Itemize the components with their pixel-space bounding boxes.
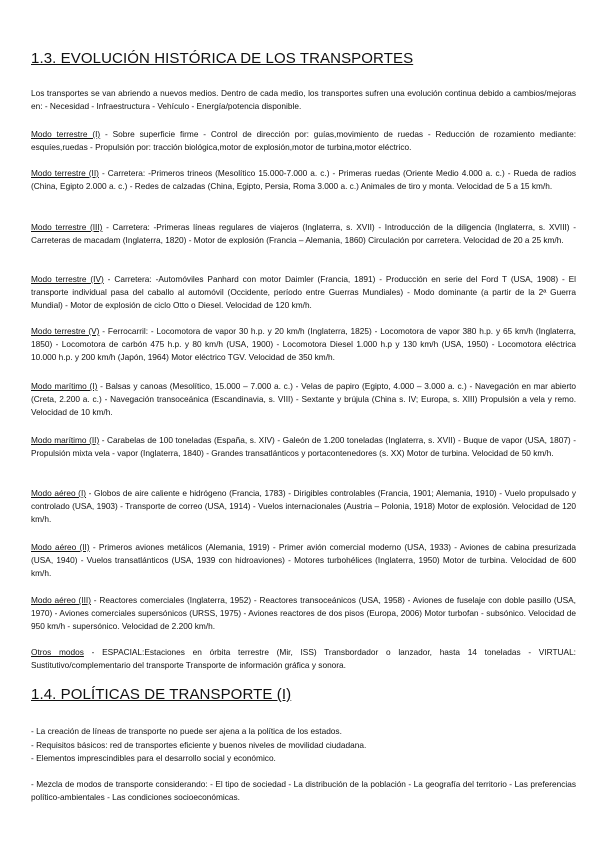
- mode-label: Otros modos: [31, 647, 84, 657]
- mode-label: Modo aéreo (III): [31, 595, 91, 605]
- mode-label: Modo terrestre (I): [31, 129, 101, 139]
- mode-paragraph: [31, 594, 576, 633]
- mode-text: - Balsas y canoas (Mesolítico, 15.000 – 7.000 a. c.) - Velas de papiro (Egipto, 4.000 – 3.000 a. c.) - Navegación en mar abierto (Creta, 2.200 a. c.) - Navegación transoceánica (Escandinavia, s. VIII) - Sextante y brújula (China s. IV; Europa, s. XIII) Propulsión a vela y remo. Velocidad de 10 km/h.: [31, 381, 576, 417]
- mode-paragraph: [31, 434, 576, 460]
- mode-paragraph: [31, 167, 576, 193]
- mode-text: - Reactores comerciales (Inglaterra, 1952) - Reactores transoceánicos (USA, 1958) - Aviones de fuselaje con doble pasillo (USA, 1970) - Aviones comerciales supersónicos (URSS, 1975) - Aviones reactores de dos pisos (Europa, 2006) Motor turbofan - subsónico. Velocidad de 950 km/h - supersónico. Velocidad de 2.200 km/h.: [31, 595, 576, 631]
- mode-text: - Ferrocarril: - Locomotora de vapor 30 h.p. y 20 km/h (Inglaterra, 1825) - Locomotora de vapor 380 h.p. y 65 km/h (Inglaterra, 1850) - Locomotora de carbón 475 h.p. y 80 km/h (USA, 1900) - Locomotora Diesel 1.000 h.p y 130 km/h (USA, 1950) - Locomotora eléctrica 10.000 h.p. y 200 km/h (Japón, 1964) Motor eléctrico TGV. Velocidad de 350 km/h.: [31, 326, 576, 362]
- mode-text: - Carretera: -Automóviles Panhard con motor Daimler (Francia, 1891) - Producción en serie del Ford T (USA, 1908) - El transporte individual pasa del caballo al automóvil (Occidente, período entre Guerras Mundiales) - Modo dominante (a partir de la 2ª Guerra Mundial) - Motor de explosión de ciclo Otto o Diesel. Velocidad de 120 km/h.: [31, 274, 577, 310]
- mode-label: Modo marítimo (II): [31, 435, 100, 445]
- list-item: - Requisitos básicos: red de transportes eficiente y buenos niveles de movilidad ciudadana.: [31, 739, 367, 750]
- mode-text: - ESPACIAL:Estaciones en órbita terrestre (Mir, ISS) Transbordador o lanzador, hasta 14 toneladas - VIRTUAL: Sustitutivo/complementario del transporte Transporte de información gráfica y sonora.: [31, 647, 576, 670]
- list-item: - Elementos imprescindibles para el desarrollo social y económico.: [31, 753, 276, 763]
- mode-paragraph: [31, 487, 576, 526]
- mode-label: Modo aéreo (I): [31, 488, 87, 498]
- intro-paragraph: Los transportes se van abriendo a nuevos medios. Dentro de cada medio, los transportes sufren una evolución continua debido a cambios/mejoras en: - Necesidad - Infraestructura - Vehículo - Energía/potencia disponible.: [31, 88, 576, 111]
- mode-label: Modo aéreo (II): [31, 542, 90, 552]
- section-title-politicas: 1.4. POLÍTICAS DE TRANSPORTE (I): [31, 686, 292, 703]
- mode-text: - Carabelas de 100 toneladas (España, s. XIV) - Galeón de 1.200 toneladas (Inglaterra, s. XVII) - Buque de vapor (USA, 1807) - Propulsión mixta vela - vapor (Inglaterra, 1840) - Grandes transatlánticos y portacontenedores (s. XX) Motor de turbina. Velocidad de 50 km/h.: [31, 435, 576, 458]
- mode-text: - Carretera: -Primeros trineos (Mesolítico 15.000-7.000 a. c.) - Primeras ruedas (Oriente Medio 4.000 a. c.) - Rueda de radios (China, Egipto 2.000 a. c.) - Redes de calzadas (China, Egipto, Persia, Roma 3.000 a. c.) Animales de tiro y monta. Velocidad de 5 a 15 km/h.: [31, 168, 576, 191]
- mode-paragraph: [31, 325, 576, 364]
- bullet-list: [31, 725, 576, 766]
- mode-label: Modo terrestre (II): [31, 168, 99, 178]
- mode-text: - Carretera: -Primeras líneas regulares de viajeros (Inglaterra, s. XVII) - Introducción de la diligencia (Inglaterra, s. XVIII) - Carreteras de macadam (Inglaterra, 1820) - Motor de explosión (Francia – Alemania, 1860) Circulación por carretera. Velocidad de 20 a 25 km/h.: [31, 222, 576, 245]
- mode-text: - Sobre superficie firme - Control de dirección por: guías,movimiento de ruedas - Reducción de rozamiento mediante: esquíes,ruedas - Propulsión por: tracción biológica,motor de explosión,motor de turbina,motor eléctrico.: [31, 129, 576, 152]
- mode-text: - Globos de aire caliente e hidrógeno (Francia, 1783) - Dirigibles controlables (Francia, 1901; Alemania, 1910) - Vuelo propulsado y controlado (USA, 1903) - Transporte de correo (USA, 1914) - Vuelos internacionales (Austria – Polonia, 1918) Motor de explosión. Velocidad de 120 km/h.: [31, 488, 576, 524]
- mode-label: Modo marítimo (I): [31, 381, 98, 391]
- mode-label: Modo terrestre (V): [31, 326, 100, 336]
- mode-label: Modo terrestre (IV): [31, 274, 104, 284]
- section-title-evolucion: 1.3. EVOLUCIÓN HISTÓRICA DE LOS TRANSPORTES: [31, 50, 414, 67]
- mode-label: Modo terrestre (III): [31, 222, 103, 232]
- mode-paragraph: [31, 128, 576, 154]
- mode-paragraph: [31, 380, 576, 419]
- mix-paragraph: - Mezcla de modos de transporte considerando: - El tipo de sociedad - La distribución de la población - La geografía del territorio - Las preferencias político-ambientales - Las condiciones socioeconómicas.: [31, 779, 576, 802]
- list-item: - La creación de líneas de transporte no puede ser ajena a la política de los estados.: [31, 726, 342, 736]
- mode-paragraph: [31, 273, 576, 312]
- mode-text: - Primeros aviones metálicos (Alemania, 1919) - Primer avión comercial moderno (USA, 1933) - Aviones de cabina presurizada (USA, 1940) - Vuelos transatlánticos (USA, 1939 con hidroaviones) - Motores turbohélices (Inglaterra, 1950) Motor de turbina. Velocidad de 600 km/h.: [31, 542, 576, 578]
- mode-paragraph: [31, 221, 576, 247]
- mode-paragraph: [31, 541, 576, 580]
- mode-paragraph: [31, 646, 576, 672]
